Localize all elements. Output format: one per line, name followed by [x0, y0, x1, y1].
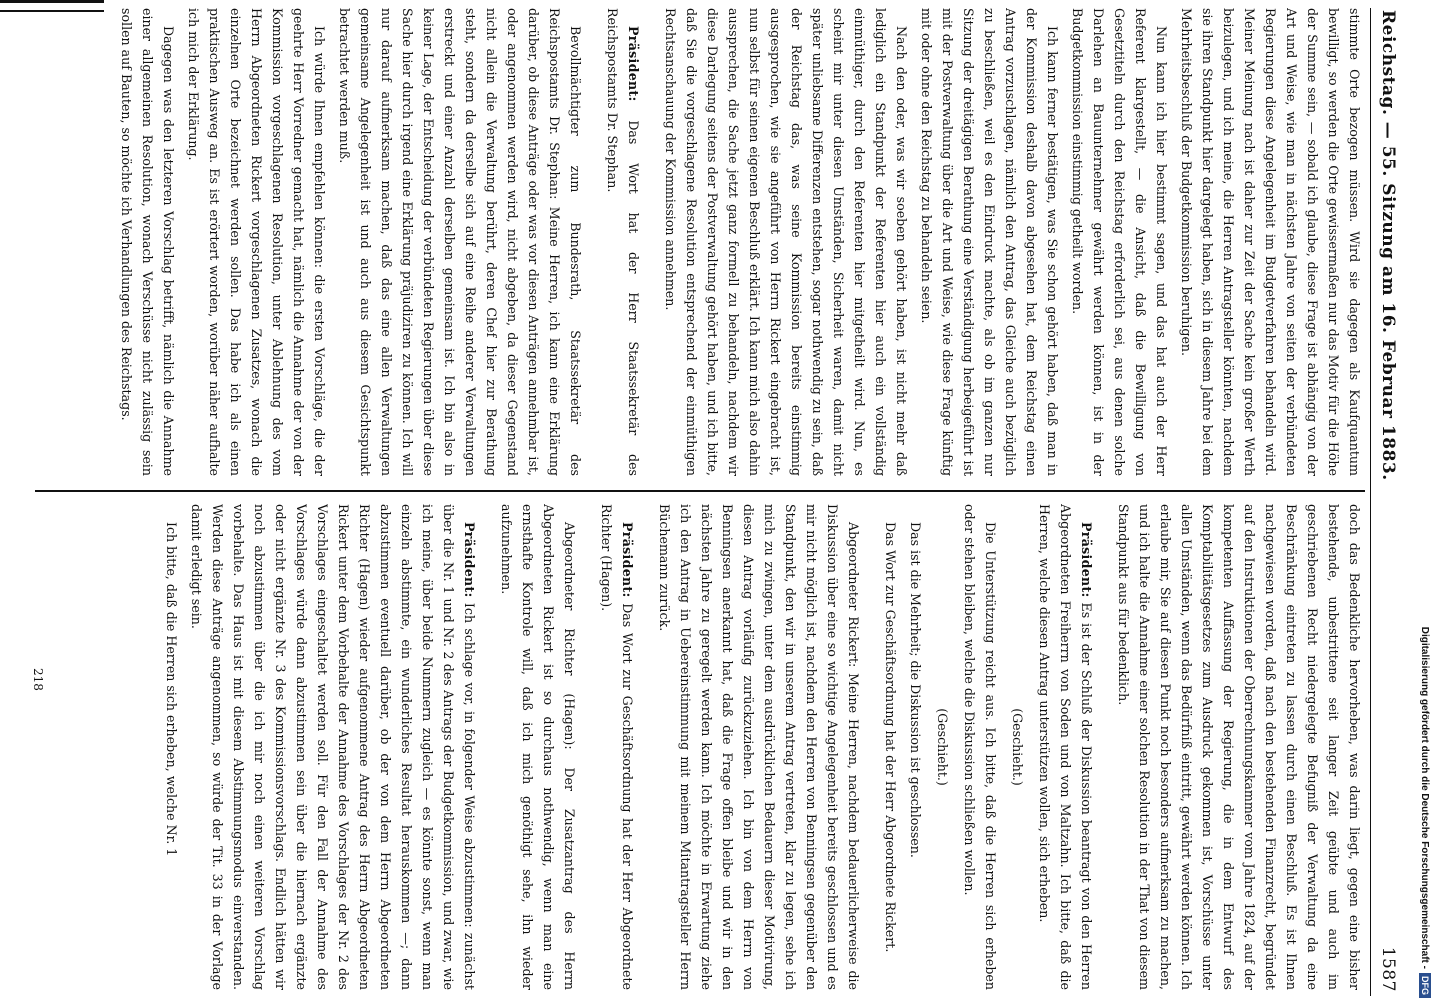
- text-paragraph: Die Unterstützung reicht aus. Ich bitte, daß die Herren sich erheben oder stehen bleiben, welche die Diskussion schließen wollen.: [962, 504, 998, 990]
- text-paragraph: Nun kann ich hier bestimmt sagen, und das hat auch der Herr Referent klargestellt, — die Ansicht, daß die Bewilligung von Gesetztiteln durch den Reichstag erforderlich sei, aus denen solche Darlehen an Bauunternehmer gewährt werden können, ist in der Budgetkommission einstimmig getheilt worden.: [1070, 8, 1169, 476]
- paragraph-gap: [638, 504, 650, 990]
- paragraph-gap: [864, 504, 876, 990]
- scan-corner-mark: [0, 0, 104, 3]
- speech-text: Das Wort hat der Herr Staatssekretär des Reichspostamts Dr. Stephan.: [605, 8, 641, 476]
- paragraph-gap: [644, 8, 656, 476]
- left-text-column: [25, 8, 1365, 476]
- footer-page-number: 218: [31, 668, 45, 691]
- header-page-number: 1587: [1378, 946, 1398, 992]
- speech-text: Es ist der Schluß der Diskussion beantragt von den Herren Abgeordneten Freiherrn von Soden und von Maltzahn. Ich bitte, daß die Herren, welche diesen Antrag unterstützen wollen, sich erheben.: [1037, 504, 1094, 990]
- text-paragraph: Abgeordneter Richter (Hagen): Der Zusatzantrag des Herrn Abgeordneten Rickert ist so durchaus nothwendig, wenn man eine ernsthafte Kontrole will, daß ich mich genöthigt sehe, ihn wieder aufzunehmen.: [499, 504, 577, 990]
- column-divider: [35, 490, 1365, 492]
- stage-direction: (Geschieht.): [1010, 708, 1025, 786]
- right-text-column: [25, 504, 1365, 990]
- stage-direction: (Geschieht.): [935, 708, 950, 786]
- dfg-logo: DFG: [1419, 973, 1431, 998]
- credit-text: Digitalisierung gefördert durch die Deutsche Forschungsgemeinschaft -: [1419, 626, 1431, 969]
- text-paragraph: Bevollmächtigter zum Bundesrath, Staatssekretär des Reichspostamts Dr. Stephan: Meine Herren, ich kann eine Erklärung darüber, ob diese Anträge oder was vor diesen Anträgen annehmbar ist, oder angenommen werden wird, nicht abgeben, da dieser Gegenstand nicht allein die Verwaltung berührt, deren Chef hier zur Berathung steht, sondern da derselbe sich auf eine Reihe anderer Verwaltungen erstreckt und einer Anzahl derselben gemeinsam ist. Ich bin also in keiner Lage, der Entscheidung der verbündeten Regierungen über diese Sache hier durch irgend eine Erklärung präjudiziren zu können. Ich will nur darauf aufmerksam machen, daß das eine allen Verwaltungen gemeinsame Angelegenheit ist und auch aus diesem Gesichtspunkt betrachtet werden muß.: [337, 8, 583, 476]
- speaker-paragraph: [596, 504, 638, 990]
- speaker-label: Präsident:: [620, 522, 635, 598]
- text-paragraph: stimmte Orte bezogen müssen. Wird sie dagegen als Kaufquantum bewilligt, so werden die Orte gewissermaßen nur das Motiv für die Höhe der Summe sein, — sobald ich glaube, diese Frage ist abhängig von der Art und Weise, wie man in nächsten Jahre von seiten der verbündeten Regierungen diese Angelegenheit im Budgetverfahren behandeln wird. Meiner Meinung nach ist daher zur Zeit der Sache kein großer Werth beizulegen, und ich meine, die Herren Antragsteller könnten, nachdem sie ihren Standpunkt hier dargelegt haben, sich in diesem Jahre bei dem Mehrheitsbeschluß der Budgetkommission beruhigen.: [1179, 8, 1362, 476]
- digitization-credit: [1418, 2, 1432, 998]
- paragraph-gap: [586, 8, 598, 476]
- speaker-paragraph: [186, 504, 480, 990]
- speaker-paragraph: [1034, 504, 1097, 990]
- header-title: Reichstag. — 55. Sitzung am 16. Februar 1883.: [1378, 10, 1398, 481]
- speaker-paragraph: [602, 8, 644, 476]
- speech-text: Ich schlage vor, in folgender Weise abzustimmen: zunächst über die Nr. 1 und Nr. 2 des Antrags der Budgetkommission, und zwar, wie ich meine, über beide Nummern zugleich — es könnte sonst, wenn man einzeln abstimmte, ein wunderliches Resultat herauskommen —; dann abzustimmen eventuell darüber, ob der von dem Herrn Abgeordneten Richter (Hagen) wieder aufgenommene Antrag des Herrn Abgeordneten Rickert unter dem Vorbehalte der Annahme des Vorschlages der Nr. 2 des Vorschlages eingeschaltet werden soll. Für den Fall der Annahme des Vorschlages würde dann abzustimmen sein über die hiernach ergänzte oder nicht ergänzte Nr. 3 des Kommissionsvorschlags. Endlich hätten wir noch abzustimmen über die ich mir noch einen weiteren Vorschlag vorbehalte. Das Haus ist mit diesem Abstimmungsmodus einverstanden. Werden diese Anträge angenommen, so würde der Tit. 33 in der Vorlage damit erledigt sein.: [189, 504, 477, 990]
- text-paragraph: Das ist die Mehrheit; die Diskussion ist geschlossen.: [908, 522, 923, 858]
- speaker-label: Präsident:: [626, 26, 641, 102]
- text-paragraph: Abgeordneter Rickert: Meine Herren, nachdem bedauerlicherweise die Diskussion über eine so wichtige Angelegenheit bereits geschlossen und es mir nicht möglich ist, nachdem den Herren von Benningsen gegenüber den Standpunkt, den wir in unserem Antrag vertreten, klar zu legen, sehe ich mich zu zwingen, unter dem ausdrücklichen Bedauern dieser Motivirung, diesen Antrag vorläufig zurückzuziehen. Ich bin von dem Herrn von Benningsen anerkannt hat, daß die Frage offen bleibe und wir in den nächsten Jahre zu geregelt werden kann. Ich möchte in Erwartung ziehe ich den Antrag in Uebereinstimmung mit meinem Mitantragsteller Herrn Büchemann zurück.: [657, 504, 861, 990]
- page-header: [1370, 8, 1405, 996]
- rotated-page-wrapper: [10, 8, 1405, 996]
- text-paragraph: doch das Bedenkliche hervorheben, was darin liegt, gegen eine bisher bestehende, unbestrittene seit langer Zeit geübte und auch im geschriebenen Recht niedergelegte Befugniß der Verwaltung da eine Beschränkung eintreten zu lassen durch einen Beschluß. Es ist Ihnen nachgewiesen worden, daß nach den bestehenden Finanzrecht, begründet auf den Instruktionen der Oberrechnungskammer vom Jahre 1824, auf der kompetenten Auffassung der Regierung, die in dem Entwurf des Komptabilitätsgesetzes zum Ausdruck gekommen ist, Vorschüsse unter allen Umständen, wenn das Bedürfniß eintritt, gewährt werden können. Ich erlaube mir, Sie auf diesen Punkt noch besonders aufmerksam zu machen, und ich halte die Annahme einer solchen Resolution in der That von diesem Standpunkt aus für bedenklich.: [1116, 504, 1362, 990]
- speaker-label: Präsident:: [1079, 522, 1094, 598]
- text-paragraph: Ich kann ferner bestätigen, was Sie schon gehört haben, daß man in der Kommission deshalb davon abgesehen hat, dem Reichstag einen Antrag vorzuschlagen, nämlich den Antrag, das Gleiche auch bezüglich zu beschließen, weil es den Eindruck machte, als ob im ganzen nur Sitzung der dreitägigen Berathung eine Verständigung herbeigeführt ist mit der Postverwaltung über die Art und Weise, wie diese Frage künftig mit oder ohne den Reichstag zu behandeln seien.: [919, 8, 1060, 476]
- text-paragraph: Dagegen was den letzteren Vorschlag betrifft, nämlich die Annahme einer allgemeinen Resolution, wonach Verschüsse nicht zulässig sein sollen auf Bauten, so möchte ich Verhandlungen des Reichstags.: [119, 8, 176, 476]
- paragraph-gap: [580, 504, 592, 990]
- speaker-label: Präsident:: [462, 522, 477, 598]
- text-paragraph: Nach den oder, was wir soeben gehört haben, ist nicht mehr daß lediglich ein Standpunkt der Referenten hier auch ein vollständig einmüthiger, durch den Referenten hier mitgetheilt wird. Nun, es scheint mir unter diesen Umständen, Sicherheit waren, damit nicht später unliebsame Differenzen entstehen, sogar nothwendig zu sein, daß der Reichstag das, was seine Kommission bereits einstimmig ausgesprochen, wie sie angeführt von Herrn Rickert eingebracht ist, nun selbst für seinen eigenen Beschluß erklärt. Ich kann mich also dahin aussprechen, die Sache jetzt ganz formell zu behandeln, nachdem wir diese Darlegung seitens der Postverwaltung gehört haben, und ich bitte, daß Sie die vorgeschlagene Resolution entsprechend der einmüthigen Rechtsanschauung der Kommission annehmen.: [663, 8, 909, 476]
- text-paragraph: Das Wort zur Geschäftsordnung hat der Herr Abgeordnete Rickert.: [883, 522, 898, 953]
- speech-text: Das Wort zur Geschäftsordnung hat der Herr Abgeordnete Richter (Hagen).: [599, 504, 635, 990]
- newspaper-page: [10, 8, 1405, 996]
- text-paragraph: Ich würde Ihnen empfehlen können: die ersten Vorschläge, die der geehrte Herr Vorredner gemacht hat, nämlich die Annahme der von der Kommission vorgeschlagenen Resolution, unter Ablehnung des vom Herrn Abgeordneten Rickert vorgeschlagenen Zusatzes, wonach die einzelnen Orte bezeichnet werden sollen. Das habe ich als einen praktischen Ausweg an. Es ist erörtert worden, worüber näher aufhalte ich mich der Erklärung.: [186, 8, 327, 476]
- text-paragraph: Ich bitte, daß die Herren sich erheben, welche Nr. 1: [164, 522, 179, 857]
- paragraph-gap: [1097, 504, 1109, 990]
- paragraph-gap: [480, 504, 492, 990]
